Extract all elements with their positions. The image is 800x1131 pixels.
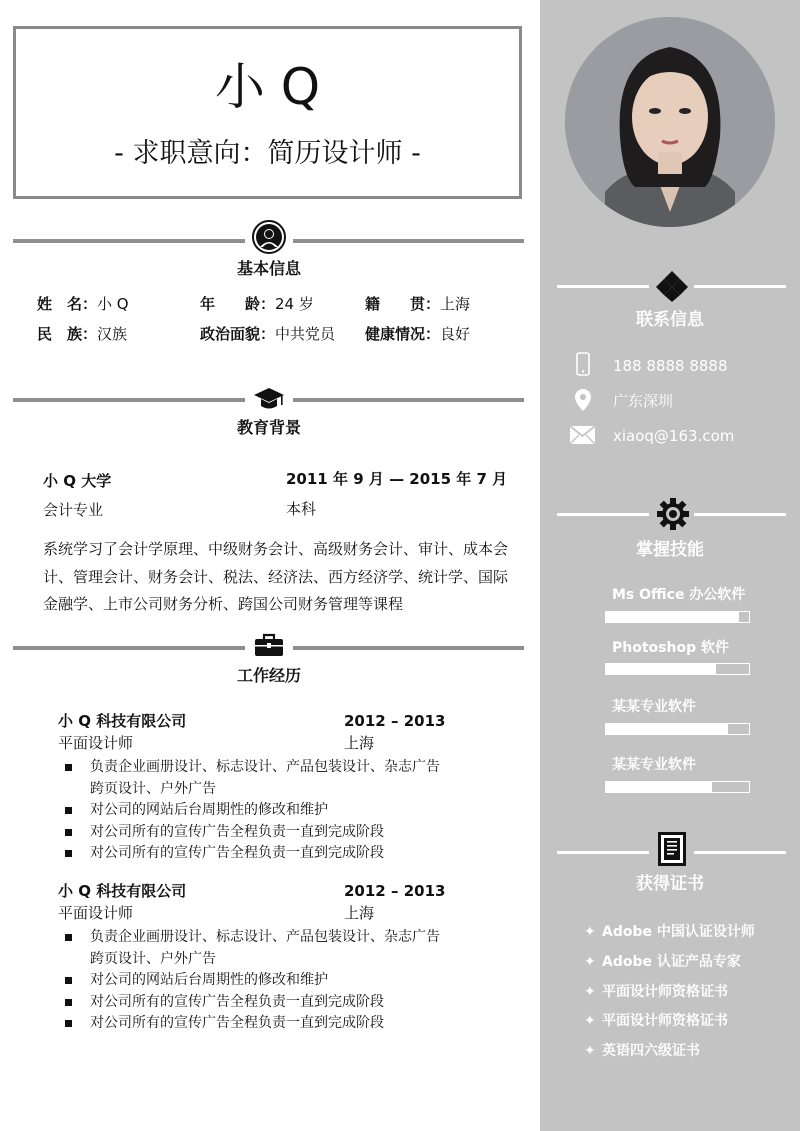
field-label: 年 龄：: [200, 295, 276, 313]
field-label: 健康情况：: [365, 325, 441, 343]
bullet-icon: [65, 934, 72, 941]
list-item: 负责企业画册设计、标志设计、产品包装设计、杂志广告跨页设计、户外广告: [58, 757, 443, 800]
diamond-icon: [656, 270, 688, 302]
candidate-name: 小 Q: [214, 58, 321, 116]
cert-item: ✦ 英语四六级证书: [584, 1043, 700, 1059]
bullet-icon: [65, 977, 72, 984]
field-hometown: [365, 294, 470, 314]
skill-bar: [605, 723, 750, 735]
education-description: 系统学习了会计学原理、中级财务会计、高级财务会计、审计、成本会计、管理会计、财务会计、税法、经济法、西方经济学、统计学、国际金融学、上市公司财务分析、跨国公司财务管理等课程: [43, 540, 509, 613]
work-title: 工作经历: [236, 666, 301, 685]
contact-title: 联系信息: [636, 310, 704, 330]
bullet-icon: [65, 829, 72, 836]
job-duties: [58, 757, 443, 865]
major: 会计专业: [43, 501, 104, 519]
contact-divider-left: [557, 285, 649, 288]
work-divider-left: [13, 646, 245, 650]
school-name: 小 Q 大学: [43, 472, 112, 490]
job-company: 小 Q 科技有限公司: [58, 882, 187, 900]
skill-bar-fill: [606, 664, 716, 674]
skill-bar: [605, 663, 750, 675]
email-text: xiaoq@163.com: [613, 427, 735, 445]
sparkle-icon: ✦: [584, 954, 596, 970]
skill-bar-fill: [606, 612, 739, 622]
basic-divider-right: [293, 239, 524, 243]
field-age: [200, 294, 314, 314]
list-item: 对公司的网站后台周期性的修改和维护: [58, 800, 443, 822]
list-item: 对公司的网站后台周期性的修改和维护: [58, 970, 443, 992]
field-value: 24 岁: [275, 295, 314, 313]
phone-text: 188 8888 8888: [613, 357, 728, 375]
job-years: 2012 – 2013: [344, 712, 446, 730]
field-health: [365, 324, 470, 344]
skill-name: Ms Office 办公软件: [612, 587, 746, 603]
list-item: 对公司所有的宣传广告全程负责一直到完成阶段: [58, 992, 443, 1014]
education-period: 2011 年 9 月 — 2015 年 7 月: [286, 470, 508, 488]
avatar: [565, 17, 775, 227]
location-pin-icon: [574, 388, 592, 412]
document-icon: [658, 832, 686, 866]
work-divider-right: [293, 646, 524, 650]
cert-item: ✦ 平面设计师资格证书: [584, 1013, 728, 1029]
education-divider-left: [13, 398, 245, 402]
job-years: 2012 – 2013: [344, 882, 446, 900]
sparkle-icon: ✦: [584, 924, 596, 940]
sparkle-icon: ✦: [584, 1043, 596, 1059]
skills-divider-right: [694, 513, 786, 516]
cert-item: ✦ 平面设计师资格证书: [584, 984, 728, 1000]
field-label: 政治面貌：: [200, 325, 276, 343]
education-divider-right: [293, 398, 524, 402]
skill-name: 某某专业软件: [612, 757, 696, 773]
bullet-icon: [65, 850, 72, 857]
list-item: 负责企业画册设计、标志设计、产品包装设计、杂志广告跨页设计、户外广告: [58, 927, 443, 970]
sparkle-icon: ✦: [584, 1013, 596, 1029]
skill-name: Photoshop 软件: [612, 640, 729, 656]
field-value: 中共党员: [275, 325, 336, 343]
job-title: 平面设计师: [58, 904, 134, 922]
skill-bar-fill: [606, 724, 728, 734]
job-location: 上海: [344, 734, 375, 752]
field-political: [200, 324, 335, 344]
cert-item: ✦ Adobe 认证产品专家: [584, 954, 741, 970]
job-duties: [58, 927, 443, 1035]
skills-divider-left: [557, 513, 649, 516]
basic-divider-left: [13, 239, 245, 243]
phone-icon: [576, 352, 590, 376]
sparkle-icon: ✦: [584, 984, 596, 1000]
list-item: 对公司所有的宣传广告全程负责一直到完成阶段: [58, 1013, 443, 1035]
skill-bar: [605, 611, 750, 623]
skill-bar: [605, 781, 750, 793]
bullet-icon: [65, 999, 72, 1006]
job-company: 小 Q 科技有限公司: [58, 712, 187, 730]
bullet-icon: [65, 807, 72, 814]
briefcase-icon: [252, 628, 286, 662]
contact-divider-right: [694, 285, 786, 288]
education-title: 教育背景: [236, 418, 301, 437]
field-label: 姓 名：: [37, 295, 98, 313]
cert-item: ✦ Adobe 中国认证设计师: [584, 924, 755, 940]
skill-name: 某某专业软件: [612, 699, 696, 715]
list-item: 对公司所有的宣传广告全程负责一直到完成阶段: [58, 843, 443, 865]
field-label: 籍 贯：: [365, 295, 441, 313]
gear-icon: [657, 498, 689, 530]
job-objective: - 求职意向：简历设计师 -: [114, 138, 421, 169]
skills-title: 掌握技能: [636, 540, 704, 560]
basic-title: 基本信息: [236, 259, 301, 278]
location-text: 广东深圳: [613, 392, 674, 410]
certs-divider-left: [557, 851, 649, 854]
bullet-icon: [65, 764, 72, 771]
person-icon: [252, 220, 286, 254]
field-label: 民 族：: [37, 325, 98, 343]
field-ethnicity: [37, 324, 127, 344]
field-value: 汉族: [97, 325, 128, 343]
envelope-icon: [570, 426, 595, 444]
field-value: 良好: [440, 325, 471, 343]
job-title: 平面设计师: [58, 734, 134, 752]
field-name: [37, 294, 129, 314]
skill-bar-fill: [606, 782, 712, 792]
list-item: 对公司所有的宣传广告全程负责一直到完成阶段: [58, 822, 443, 844]
graduation-cap-icon: [252, 382, 286, 416]
degree: 本科: [286, 500, 317, 518]
certs-divider-right: [694, 851, 786, 854]
certs-title: 获得证书: [636, 874, 704, 894]
bullet-icon: [65, 1020, 72, 1027]
job-location: 上海: [344, 904, 375, 922]
field-value: 上海: [440, 295, 471, 313]
field-value: 小 Q: [97, 295, 129, 313]
